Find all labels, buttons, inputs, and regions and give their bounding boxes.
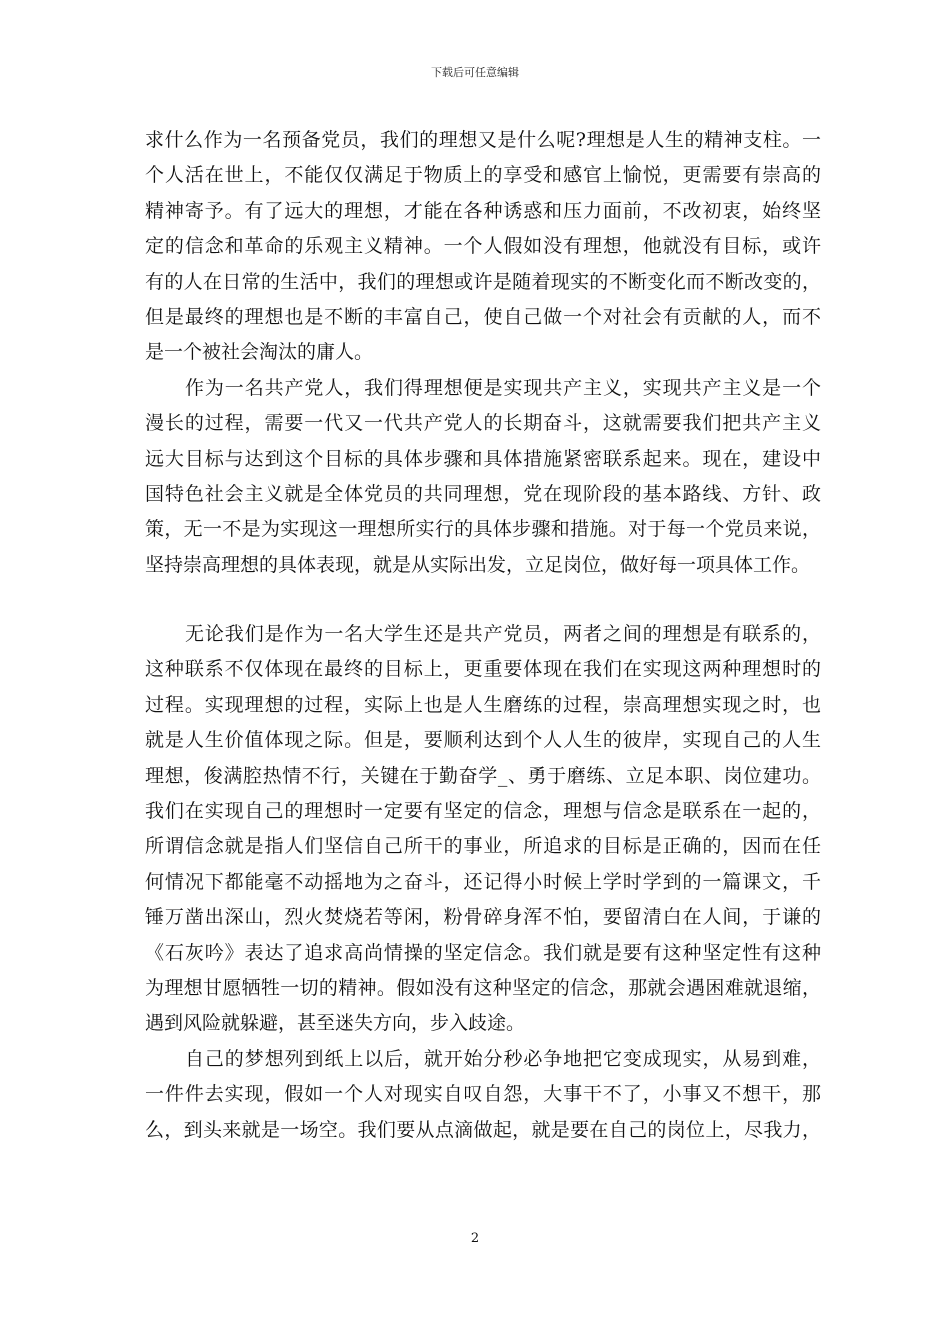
text-line: 《石灰吟》表达了追求高尚情操的坚定信念。我们就是要有这种坚定性有这种 (145, 941, 821, 964)
text-line: 何情况下都能毫不动摇地为之奋斗，还记得小时候上学时学到的一篇课文，千 (145, 870, 821, 893)
paragraph (145, 371, 821, 583)
text-line: 坚持崇高理想的具体表现，就是从实际出发，立足岗位，做好每一项具体工作。 (145, 553, 811, 576)
paragraph (145, 1042, 821, 1148)
text-line: 为理想甘愿牺牲一切的精神。假如没有这种坚定的信念，那就会遇困难就退缩， (145, 976, 821, 999)
text-line: 求什么作为一名预备党员，我们的理想又是什么呢?理想是人生的精神支柱。一 (145, 129, 821, 151)
text-line: 国特色社会主义就是全体党员的共同理想，党在现阶段的基本路线、方针、政 (145, 482, 821, 505)
text-line: 个人活在世上，不能仅仅满足于物质上的享受和感官上愉悦，更需要有崇高的 (145, 164, 821, 187)
text-line: 精神寄予。有了远大的理想，才能在各种诱惑和压力面前，不改初衷，始终坚 (145, 199, 821, 222)
text-line: 有的人在日常的生活中，我们的理想或许是随着现实的不断变化而不断改变的， (145, 270, 821, 293)
text-line: 但是最终的理想也是不断的丰富自己，使自己做一个对社会有贡献的人，而不 (145, 305, 821, 328)
paragraph (145, 123, 821, 371)
text-line: 定的信念和革命的乐观主义精神。一个人假如没有理想，他就没有目标，或许 (145, 235, 821, 258)
text-line: 遇到风险就躲避，甚至迷失方向，步入歧途。 (145, 1012, 526, 1035)
text-line: 一件件去实现，假如一个人对现实自叹自怨，大事干不了，小事又不想干，那 (145, 1083, 821, 1106)
document-body (145, 123, 821, 1148)
text-line: 就是人生价值体现之际。但是，要顺利达到个人人生的彼岸，实现自己的人生 (145, 729, 821, 752)
text-line: 是一个被社会淘汰的庸人。 (145, 341, 374, 364)
text-line: 所谓信念就是指人们坚信自己所干的事业，所追求的目标是正确的，因而在任 (145, 835, 821, 858)
text-line: 这种联系不仅体现在最终的目标上，更重要体现在我们在实现这两种理想时的 (145, 658, 821, 681)
page-header: 下载后可任意编辑 (431, 66, 519, 79)
text-line: 我们在实现自己的理想时一定要有坚定的信念，理想与信念是联系在一起的， (145, 800, 821, 823)
text-line: 理想，俊满腔热情不行，关键在于勤奋学_、勇于磨练、立足本职、岗位建功。 (145, 764, 821, 787)
text-line: 作为一名共产党人，我们得理想便是实现共产主义，实现共产主义是一个 (185, 376, 821, 399)
text-line: 策，无一不是为实现这一理想所实行的具体步骤和措施。对于每一个党员来说， (145, 518, 821, 541)
text-line: 漫长的过程，需要一代又一代共产党人的长期奋斗，这就需要我们把共产主义 (145, 412, 821, 435)
paragraph (145, 617, 821, 1042)
text-line: 远大目标与达到这个目标的具体步骤和具体措施紧密联系起来。现在，建设中 (145, 447, 821, 470)
paragraph-gap (145, 583, 821, 617)
text-line: 么，到头来就是一场空。我们要从点滴做起，就是要在自己的岗位上，尽我力， (145, 1118, 821, 1141)
page-number: 2 (470, 1231, 480, 1246)
text-line: 自己的梦想列到纸上以后，就开始分秒必争地把它变成现实，从易到难， (185, 1047, 821, 1070)
text-line: 过程。实现理想的过程，实际上也是人生磨练的过程，崇高理想实现之时，也 (145, 693, 821, 716)
text-line: 无论我们是作为一名大学生还是共产党员，两者之间的理想是有联系的， (185, 623, 821, 646)
text-line: 锤万凿出深山，烈火焚烧若等闲，粉骨碎身浑不怕，要留清白在人间，于谦的 (145, 906, 821, 929)
